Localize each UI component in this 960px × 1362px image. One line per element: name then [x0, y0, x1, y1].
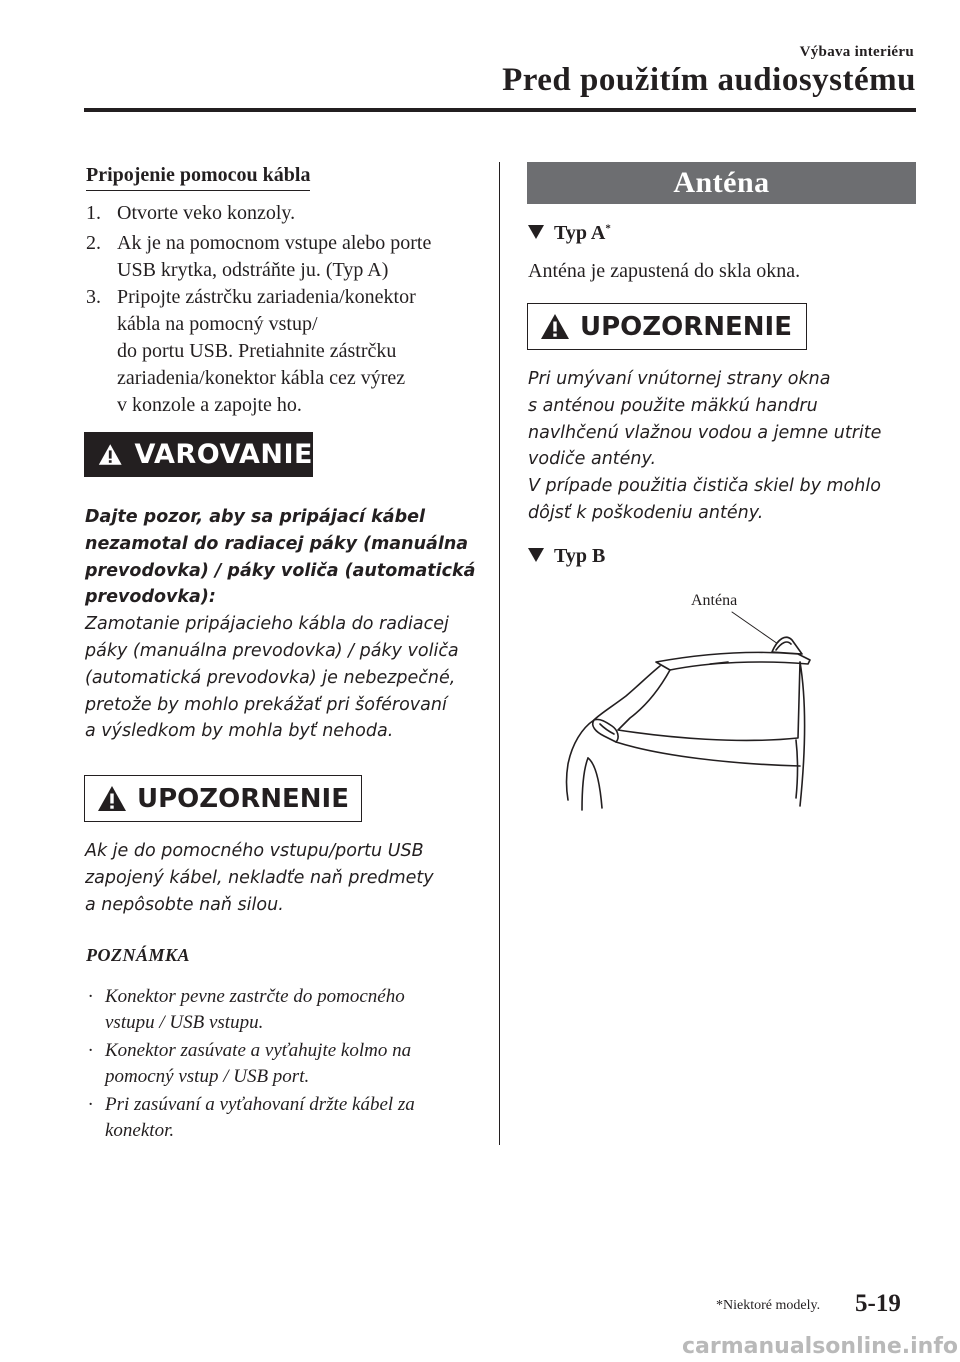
bullet: ·	[88, 1094, 93, 1115]
triangle-down-icon	[528, 225, 544, 239]
bullet: ·	[88, 1040, 93, 1061]
car-rear-illustration	[560, 588, 820, 812]
warning-text	[85, 504, 476, 745]
warning-bold-line: Dajte pozor, aby sa pripájací kábel	[85, 507, 425, 527]
caution-label: UPOZORNENIE	[137, 783, 349, 814]
caution-line: s anténou použite mäkkú handru	[528, 395, 818, 416]
section-bar-antenna	[527, 162, 916, 204]
caution-line: a nepôsobte naň silou.	[85, 894, 284, 915]
typ-b-label: Typ B	[554, 545, 606, 567]
warning-line: Zamotanie pripájacieho kábla do radiacej	[85, 614, 449, 635]
caution-banner-antenna	[527, 303, 807, 350]
step-text: kábla na pomocný vstup/	[117, 313, 318, 335]
step-number: 3.	[86, 286, 101, 308]
footnote: *Niektoré modely.	[716, 1298, 821, 1313]
warning-bold-line: nezamotal do radiacej páky (manuálna	[85, 533, 469, 554]
step-number: 1.	[86, 202, 101, 224]
caution-line: Ak je do pomocného vstupu/portu USB	[85, 841, 424, 861]
caution-line: V prípade použitia čističa skiel by mohlo	[528, 476, 881, 497]
step-text: do portu USB. Pretiahnite zástrčku	[117, 340, 397, 362]
warning-line: páky (manuálna prevodovka) / páky voliča	[85, 640, 459, 661]
caution-banner	[84, 775, 362, 822]
note-line: Konektor pevne zastrčte do pomocného	[105, 986, 405, 1007]
step-text: v konzole a zapojte ho.	[117, 394, 302, 416]
section-title: Pripojenie pomocou kábla	[86, 164, 310, 191]
caution-triangle-icon	[540, 313, 570, 340]
warning-bold-line: prevodovka) / páky voliča (automatická	[85, 560, 476, 581]
warning-line: (automatická prevodovka) je nebezpečné,	[85, 667, 456, 688]
step-number: 2.	[86, 232, 101, 254]
typ-a-label: Typ A	[554, 222, 606, 244]
step-text: Pripojte zástrčku zariadenia/konektor	[117, 286, 416, 308]
caution-triangle-icon	[97, 785, 127, 812]
footnote-mark: *	[605, 222, 611, 235]
note-line: Pri zasúvaní a vyťahovaní držte kábel za	[105, 1094, 415, 1115]
step-text: zariadenia/konektor kábla cez výrez	[117, 367, 406, 389]
typ-b-heading	[528, 545, 605, 568]
caution-text-antenna	[528, 366, 881, 527]
caution-line: vodiče antény.	[528, 449, 657, 470]
warning-bold-line: prevodovka):	[85, 587, 216, 608]
warning-triangle-icon	[98, 441, 122, 468]
page-number: 5-19	[855, 1290, 901, 1317]
note-line: vstupu / USB vstupu.	[105, 1012, 264, 1033]
antenna-figure	[560, 588, 820, 812]
caution-line: navlhčenú vlažnou vodou a jemne utrite	[528, 422, 882, 443]
column-divider	[499, 162, 500, 1145]
watermark: carmanualsonline.info	[682, 1334, 958, 1359]
note-title: POZNÁMKA	[86, 945, 191, 965]
warning-line: pretože by mohlo prekážať pri šoférovaní	[85, 694, 447, 715]
figure-label: Anténa	[691, 592, 738, 609]
warning-line: a výsledkom by mohla byť nehoda.	[85, 721, 394, 742]
warning-banner	[84, 432, 313, 477]
chapter-subtitle: Výbava interiéru	[799, 44, 914, 60]
step-text: Ak je na pomocnom vstupe alebo porte	[117, 232, 432, 254]
header-rule	[84, 108, 916, 112]
caution-line: zapojený kábel, nekladťe naň predmety	[85, 867, 434, 888]
caution-line: Pri umývaní vnútornej strany okna	[528, 369, 831, 389]
step-text: Otvorte veko konzoly.	[117, 202, 296, 224]
page-title: Pred použitím audiosystému	[502, 62, 916, 98]
typ-a-heading	[528, 222, 611, 245]
warning-label: VAROVANIE	[134, 439, 313, 470]
caution-label: UPOZORNENIE	[580, 311, 792, 342]
typ-a-body: Anténa je zapustená do skla okna.	[528, 260, 801, 282]
step-text: USB krytka, odstráňte ju. (Typ A)	[117, 259, 389, 281]
caution-text	[85, 838, 434, 918]
caution-line: dôjsť k poškodeniu antény.	[528, 502, 764, 523]
note-line: Konektor zasúvate a vyťahujte kolmo na	[105, 1040, 412, 1061]
section-bar-label: Anténa	[673, 166, 770, 199]
note-line: pomocný vstup / USB port.	[105, 1066, 310, 1087]
triangle-down-icon	[528, 548, 544, 562]
note-line: konektor.	[105, 1120, 175, 1141]
bullet: ·	[88, 986, 93, 1007]
